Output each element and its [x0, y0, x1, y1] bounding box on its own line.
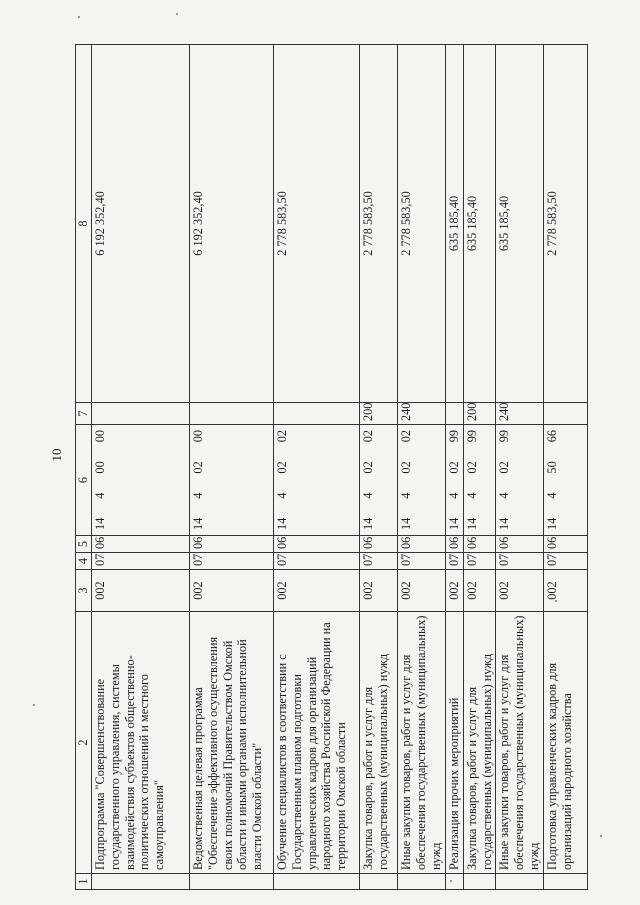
- code-segment: 02: [497, 461, 512, 474]
- code-segment: 50: [545, 461, 560, 474]
- column-header: 1: [76, 874, 92, 890]
- code-segment: 14: [545, 517, 560, 530]
- code-segment: 02: [191, 461, 205, 474]
- scan-speck: [78, 16, 80, 18]
- code-segment: 14: [464, 517, 479, 530]
- code-segment: 00: [93, 430, 107, 443]
- code-segment: 02: [361, 430, 375, 443]
- item-name-cell: Закупка товаров, работ и услуг для государственных (муниципальных) нужд: [360, 612, 398, 874]
- code-segment: 14: [447, 517, 461, 530]
- subsection-cell: 06: [496, 536, 544, 553]
- budget-table-container: [75, 45, 583, 890]
- item-name-cell: Реализация прочих мероприятий: [446, 612, 464, 874]
- row-number-cell: [544, 874, 588, 890]
- target-article-code: [465, 428, 480, 532]
- code-segment: 66: [545, 430, 560, 443]
- target-article-code: [399, 428, 414, 532]
- code-segment: 14: [191, 517, 205, 530]
- code-segment: 02: [447, 461, 461, 474]
- amount-cell: 635 185,40: [446, 45, 464, 403]
- code-cell: 002: [544, 570, 588, 612]
- code-segment: 02: [399, 430, 413, 443]
- expense-type-cell: [274, 403, 360, 425]
- code-segment: 14: [275, 517, 289, 530]
- code-segment: 14: [399, 517, 413, 530]
- table-row: [463, 45, 496, 890]
- column-header: 6: [76, 425, 92, 536]
- scan-speck: [600, 835, 602, 837]
- target-article-cell: [398, 425, 446, 536]
- code-segment: 4: [447, 492, 461, 499]
- subsection-cell: 06: [360, 536, 398, 553]
- subsection-cell: 06: [544, 536, 588, 553]
- code-segment: 4: [497, 492, 512, 499]
- amount-cell: 2 778 583,50: [360, 45, 398, 403]
- amount-cell: 6 192 352,40: [92, 45, 190, 403]
- amount-cell: 635 185,40: [463, 45, 496, 403]
- code-cell: 002: [446, 570, 464, 612]
- code-segment: 02: [399, 461, 413, 474]
- column-header: 4: [76, 553, 92, 570]
- code-segment: 14: [361, 517, 375, 530]
- code-segment: 02: [275, 430, 289, 443]
- target-article-code: [497, 428, 512, 532]
- target-article-code: [447, 428, 462, 532]
- item-name-cell: Подпрограмма "Совершенствование государственного управления, системы взаимодействия субъектов общественно-политических отношений и местного самоуправления": [92, 612, 190, 874]
- section-cell: 07: [274, 553, 360, 570]
- item-name-cell: Закупка товаров, работ и услуг для государственных (муниципальных) нужд: [463, 612, 496, 874]
- scan-speck: [33, 704, 35, 706]
- item-name-cell: Иные закупки товаров, работ и услуг для обеспечения государственных (муниципальных) нужд: [496, 612, 544, 874]
- code-segment: 4: [93, 492, 107, 499]
- section-cell: 07: [190, 553, 274, 570]
- row-number-cell: [274, 874, 360, 890]
- target-article-code: [361, 428, 376, 532]
- table-body: [92, 45, 588, 890]
- code-segment: 02: [464, 461, 479, 474]
- code-segment: 00: [93, 461, 107, 474]
- row-number-cell: [446, 874, 464, 890]
- code-segment: 99: [497, 430, 512, 443]
- section-cell: 07: [463, 553, 496, 570]
- amount-cell: 2 778 583,50: [398, 45, 446, 403]
- code-segment: 99: [464, 430, 479, 443]
- code-segment: 99: [447, 430, 461, 443]
- table-row: [92, 45, 190, 890]
- expense-type-cell: [92, 403, 190, 425]
- row-number-cell: [92, 874, 190, 890]
- code-cell: 002: [463, 570, 496, 612]
- column-header: 3: [76, 570, 92, 612]
- code-cell: 002: [398, 570, 446, 612]
- code-cell: 002: [496, 570, 544, 612]
- row-number-cell: [190, 874, 274, 890]
- header-row: [76, 45, 92, 890]
- section-cell: 07: [398, 553, 446, 570]
- subsection-cell: 06: [190, 536, 274, 553]
- target-article-cell: [544, 425, 588, 536]
- target-article-cell: [274, 425, 360, 536]
- target-article-cell: [496, 425, 544, 536]
- code-segment: 4: [361, 492, 375, 499]
- subsection-cell: 06: [398, 536, 446, 553]
- table-row: [398, 45, 446, 890]
- item-name-cell: Обучение специалистов в соответствии с Государственным планом подготовки управленческих кадров для организаций народного хозяйства Российской Федерации на территории Омской области: [274, 612, 360, 874]
- row-number-cell: [463, 874, 496, 890]
- code-segment: 14: [497, 517, 512, 530]
- column-header: 5: [76, 536, 92, 553]
- expense-type-cell: 240: [496, 403, 544, 425]
- target-article-cell: [463, 425, 496, 536]
- target-article-code: [275, 428, 290, 532]
- target-article-cell: [190, 425, 274, 536]
- expense-type-cell: [190, 403, 274, 425]
- code-segment: 00: [191, 430, 205, 443]
- column-header: 7: [76, 403, 92, 425]
- section-cell: 07: [544, 553, 588, 570]
- code-segment: 4: [275, 492, 289, 499]
- subsection-cell: 06: [274, 536, 360, 553]
- target-article-code: [545, 428, 560, 532]
- code-segment: 4: [191, 492, 205, 499]
- section-cell: 07: [496, 553, 544, 570]
- section-cell: 07: [446, 553, 464, 570]
- target-article-cell: [446, 425, 464, 536]
- item-name-cell: Ведомственная целевая программа "Обеспечение эффективного осуществления своих полномочий Правительством Омской области и иными органами исполнительной власти Омской области": [190, 612, 274, 874]
- subsection-cell: 06: [446, 536, 464, 553]
- table-row: [360, 45, 398, 890]
- column-header: 2: [76, 612, 92, 874]
- amount-cell: 2 778 583,50: [274, 45, 360, 403]
- code-cell: 002: [274, 570, 360, 612]
- budget-table: [75, 44, 588, 890]
- target-article-cell: [360, 425, 398, 536]
- code-segment: 02: [361, 461, 375, 474]
- table-row: [190, 45, 274, 890]
- target-article-code: [93, 428, 108, 532]
- expense-type-cell: 200: [463, 403, 496, 425]
- amount-cell: 635 185,40: [496, 45, 544, 403]
- page-number: 10: [49, 448, 64, 462]
- code-segment: 4: [464, 492, 479, 499]
- expense-type-cell: [446, 403, 464, 425]
- table-row: [446, 45, 464, 890]
- subsection-cell: 06: [92, 536, 190, 553]
- expense-type-cell: 240: [398, 403, 446, 425]
- scan-speck: [176, 13, 178, 15]
- row-number-cell: [360, 874, 398, 890]
- expense-type-cell: 200: [360, 403, 398, 425]
- section-cell: 07: [360, 553, 398, 570]
- amount-cell: 2 778 583,50: [544, 45, 588, 403]
- scan-speck: [450, 880, 452, 882]
- item-name-cell: Подготовка управленческих кадров для организаций народного хозяйства: [544, 612, 588, 874]
- code-segment: 4: [399, 492, 413, 499]
- code-cell: 002: [190, 570, 274, 612]
- section-cell: 07: [92, 553, 190, 570]
- target-article-cell: [92, 425, 190, 536]
- table-row: [274, 45, 360, 890]
- code-cell: 002: [92, 570, 190, 612]
- code-segment: 14: [93, 517, 107, 530]
- amount-cell: 6 192 352,40: [190, 45, 274, 403]
- code-segment: 02: [275, 461, 289, 474]
- column-header: 8: [76, 45, 92, 403]
- target-article-code: [191, 428, 206, 532]
- code-cell: 002: [360, 570, 398, 612]
- table-row: [496, 45, 544, 890]
- expense-type-cell: [544, 403, 588, 425]
- table-row: [544, 45, 588, 890]
- subsection-cell: 06: [463, 536, 496, 553]
- code-segment: 4: [545, 492, 560, 499]
- scan-speck: [555, 600, 557, 602]
- row-number-cell: [496, 874, 544, 890]
- item-name-cell: Иные закупки товаров, работ и услуг для обеспечения государственных (муниципальных) нужд: [398, 612, 446, 874]
- row-number-cell: [398, 874, 446, 890]
